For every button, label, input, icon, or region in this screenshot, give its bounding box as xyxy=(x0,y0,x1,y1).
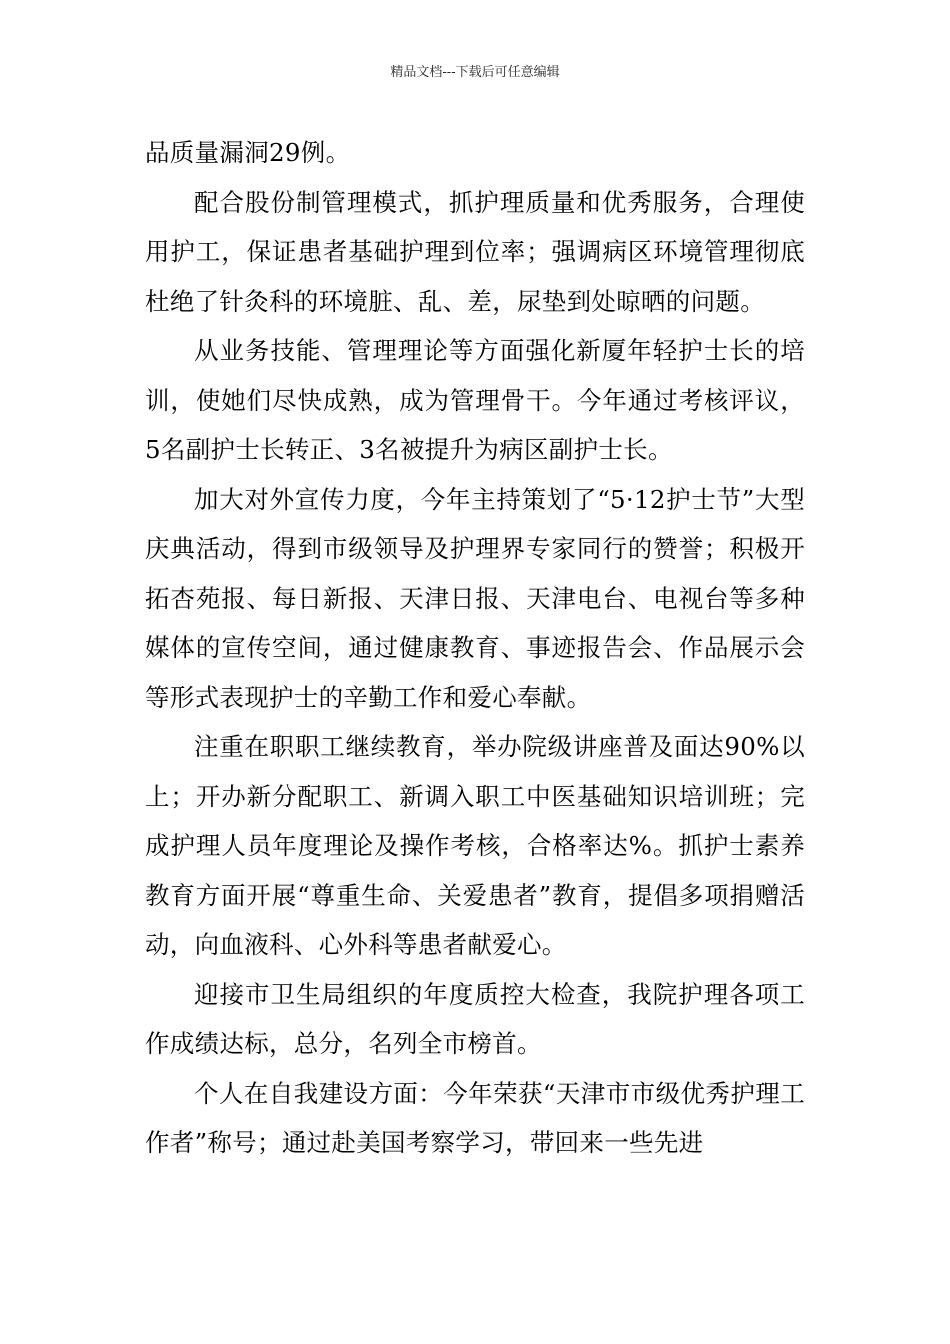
paragraph: 注重在职职工继续教育，举办院级讲座普及面达90%以上；开办新分配职工、新调入职工中医基础知识培训班；完成护理人员年度理论及操作考核，合格率达%。抓护士素养教育方面开展“尊重生命、关爱患者”教育，提倡多项捐赠活动，向血液科、心外科等患者献爱心。 xyxy=(145,732,805,959)
paragraph: 迎接市卫生局组织的年度质控大检查，我院护理各项工作成绩达标，总分，名列全市榜首。 xyxy=(145,979,805,1058)
paragraph: 品质量漏洞29例。 xyxy=(145,138,351,167)
paragraph: 个人在自我建设方面：今年荣获“天津市市级优秀护理工作者”称号；通过赴美国考察学习，带回来一些先进 xyxy=(145,1078,805,1157)
page-header: 精品文档---下载后可任意编辑 xyxy=(390,65,560,80)
document-body xyxy=(145,128,805,1168)
paragraph: 配合股份制管理模式，抓护理质量和优秀服务，合理使用护工，保证患者基础护理到位率；强调病区环境管理彻底杜绝了针灸科的环境脏、乱、差，尿垫到处晾晒的问题。 xyxy=(145,187,805,316)
paragraph: 从业务技能、管理理论等方面强化新厦年轻护士长的培训，使她们尽快成熟，成为管理骨干。今年通过考核评议，5名副护士长转正、3名被提升为病区副护士长。 xyxy=(145,336,805,464)
paragraph: 加大对外宣传力度，今年主持策划了“5·12护士节”大型庆典活动，得到市级领导及护理界专家同行的赞誉；积极开拓杏苑报、每日新报、天津日报、天津电台、电视台等多种媒体的宣传空间，通过健康教育、事迹报告会、作品展示会等形式表现护士的辛勤工作和爱心奉献。 xyxy=(145,484,805,712)
